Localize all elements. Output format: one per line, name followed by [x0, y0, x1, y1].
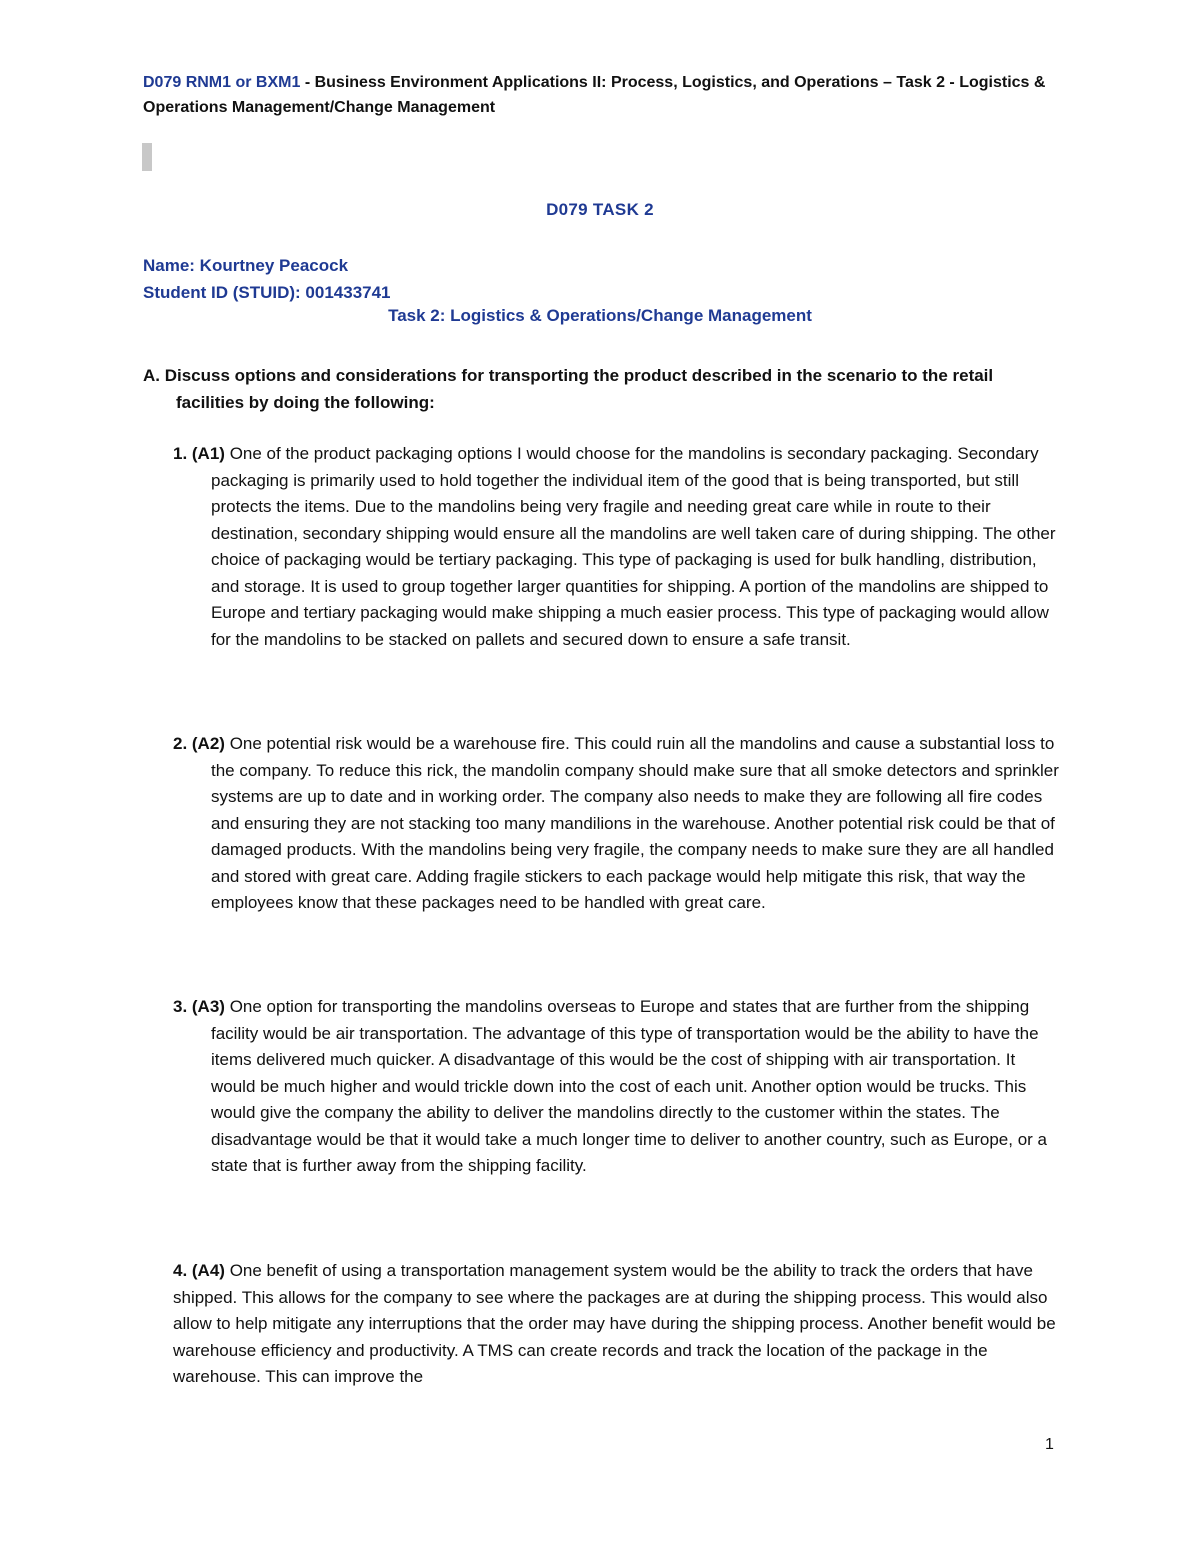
item-a1	[173, 441, 1063, 653]
item-text: One option for transporting the mandolins overseas to Europe and states that are further from the shipping facility would be air transportation. The advantage of this type of transportation would be the ability to have the items delivered much quicker. A disadvantage of this would be the cost of shipping with air transportation. It would be much higher and would trickle down into the cost of each unit. Another option would be trucks. This would give the company the ability to deliver the mandolins directly to the customer within the states. The disadvantage would be that it would take a much longer time to deliver to another country, such as Europe, or a state that is further away from the shipping facility.	[211, 997, 1048, 1175]
text-cursor-marker	[142, 143, 152, 171]
student-name: Name: Kourtney Peacock	[143, 256, 349, 275]
task-subtitle: Task 2: Logistics & Operations/Change Management	[388, 306, 812, 325]
item-label: 1. (A1)	[173, 444, 225, 463]
item-label: 2. (A2)	[173, 734, 225, 753]
item-label: 4. (A4)	[173, 1261, 225, 1280]
page-number: 1	[1045, 1436, 1054, 1453]
item-text: One benefit of using a transportation management system would be the ability to track the orders that have shipped. This allows for the company to see where the packages are at during the shipping process. This would also allow to help mitigate any interruptions that the order may have during the shipping process. Another benefit would be warehouse efficiency and productivity. A TMS can create records and track the location of the package in the warehouse. This can improve the	[173, 1261, 1056, 1386]
student-info	[143, 252, 391, 306]
task-title: D079 TASK 2	[546, 200, 654, 219]
section-a-heading: A. Discuss options and considerations for transporting the product described in the scenario to the retail facilities by doing the following:	[143, 366, 994, 412]
item-text: One of the product packaging options I would choose for the mandolins is secondary packaging. Secondary packaging is primarily used to hold together the individual item of the good that is being transported, but still protects the items. Due to the mandolins being very fragile and needing great care while in route to their destination, secondary shipping would ensure all the mandolins are well taken care of during shipping. The other choice of packaging would be tertiary packaging. This type of packaging is used for bulk handling, distribution, and storage. It is used to group together larger quantities for shipping. A portion of the mandolins are shipped to Europe and tertiary packaging would make shipping a much easier process. This type of packaging would allow for the mandolins to be stacked on pallets and secured down to ensure a safe transit.	[211, 444, 1056, 649]
course-title: - Business Environment Applications II: Process, Logistics, and Operations – Task 2 - Logistics & Operations Management/Change Management	[143, 74, 1046, 116]
item-text: One potential risk would be a warehouse fire. This could ruin all the mandolins and cause a substantial loss to the company. To reduce this rick, the mandolin company should make sure that all smoke detectors and sprinkler systems are up to date and in working order. The company also needs to make they are following all fire codes and ensuring they are not stacking too many mandilions in the warehouse. Another potential risk could be that of damaged products. With the mandolins being very fragile, the company needs to make sure they are all handled and stored with great care. Adding fragile stickers to each package would help mitigate this risk, that way the employees know that these packages need to be handled with great care.	[211, 734, 1059, 912]
student-id: Student ID (STUID): 001433741	[143, 283, 391, 302]
item-a3	[173, 994, 1063, 1180]
item-a2	[173, 731, 1063, 917]
item-a4	[173, 1258, 1063, 1391]
document-header	[143, 70, 1063, 120]
course-code: D079 RNM1 or BXM1	[143, 74, 301, 91]
item-label: 3. (A3)	[173, 997, 225, 1016]
